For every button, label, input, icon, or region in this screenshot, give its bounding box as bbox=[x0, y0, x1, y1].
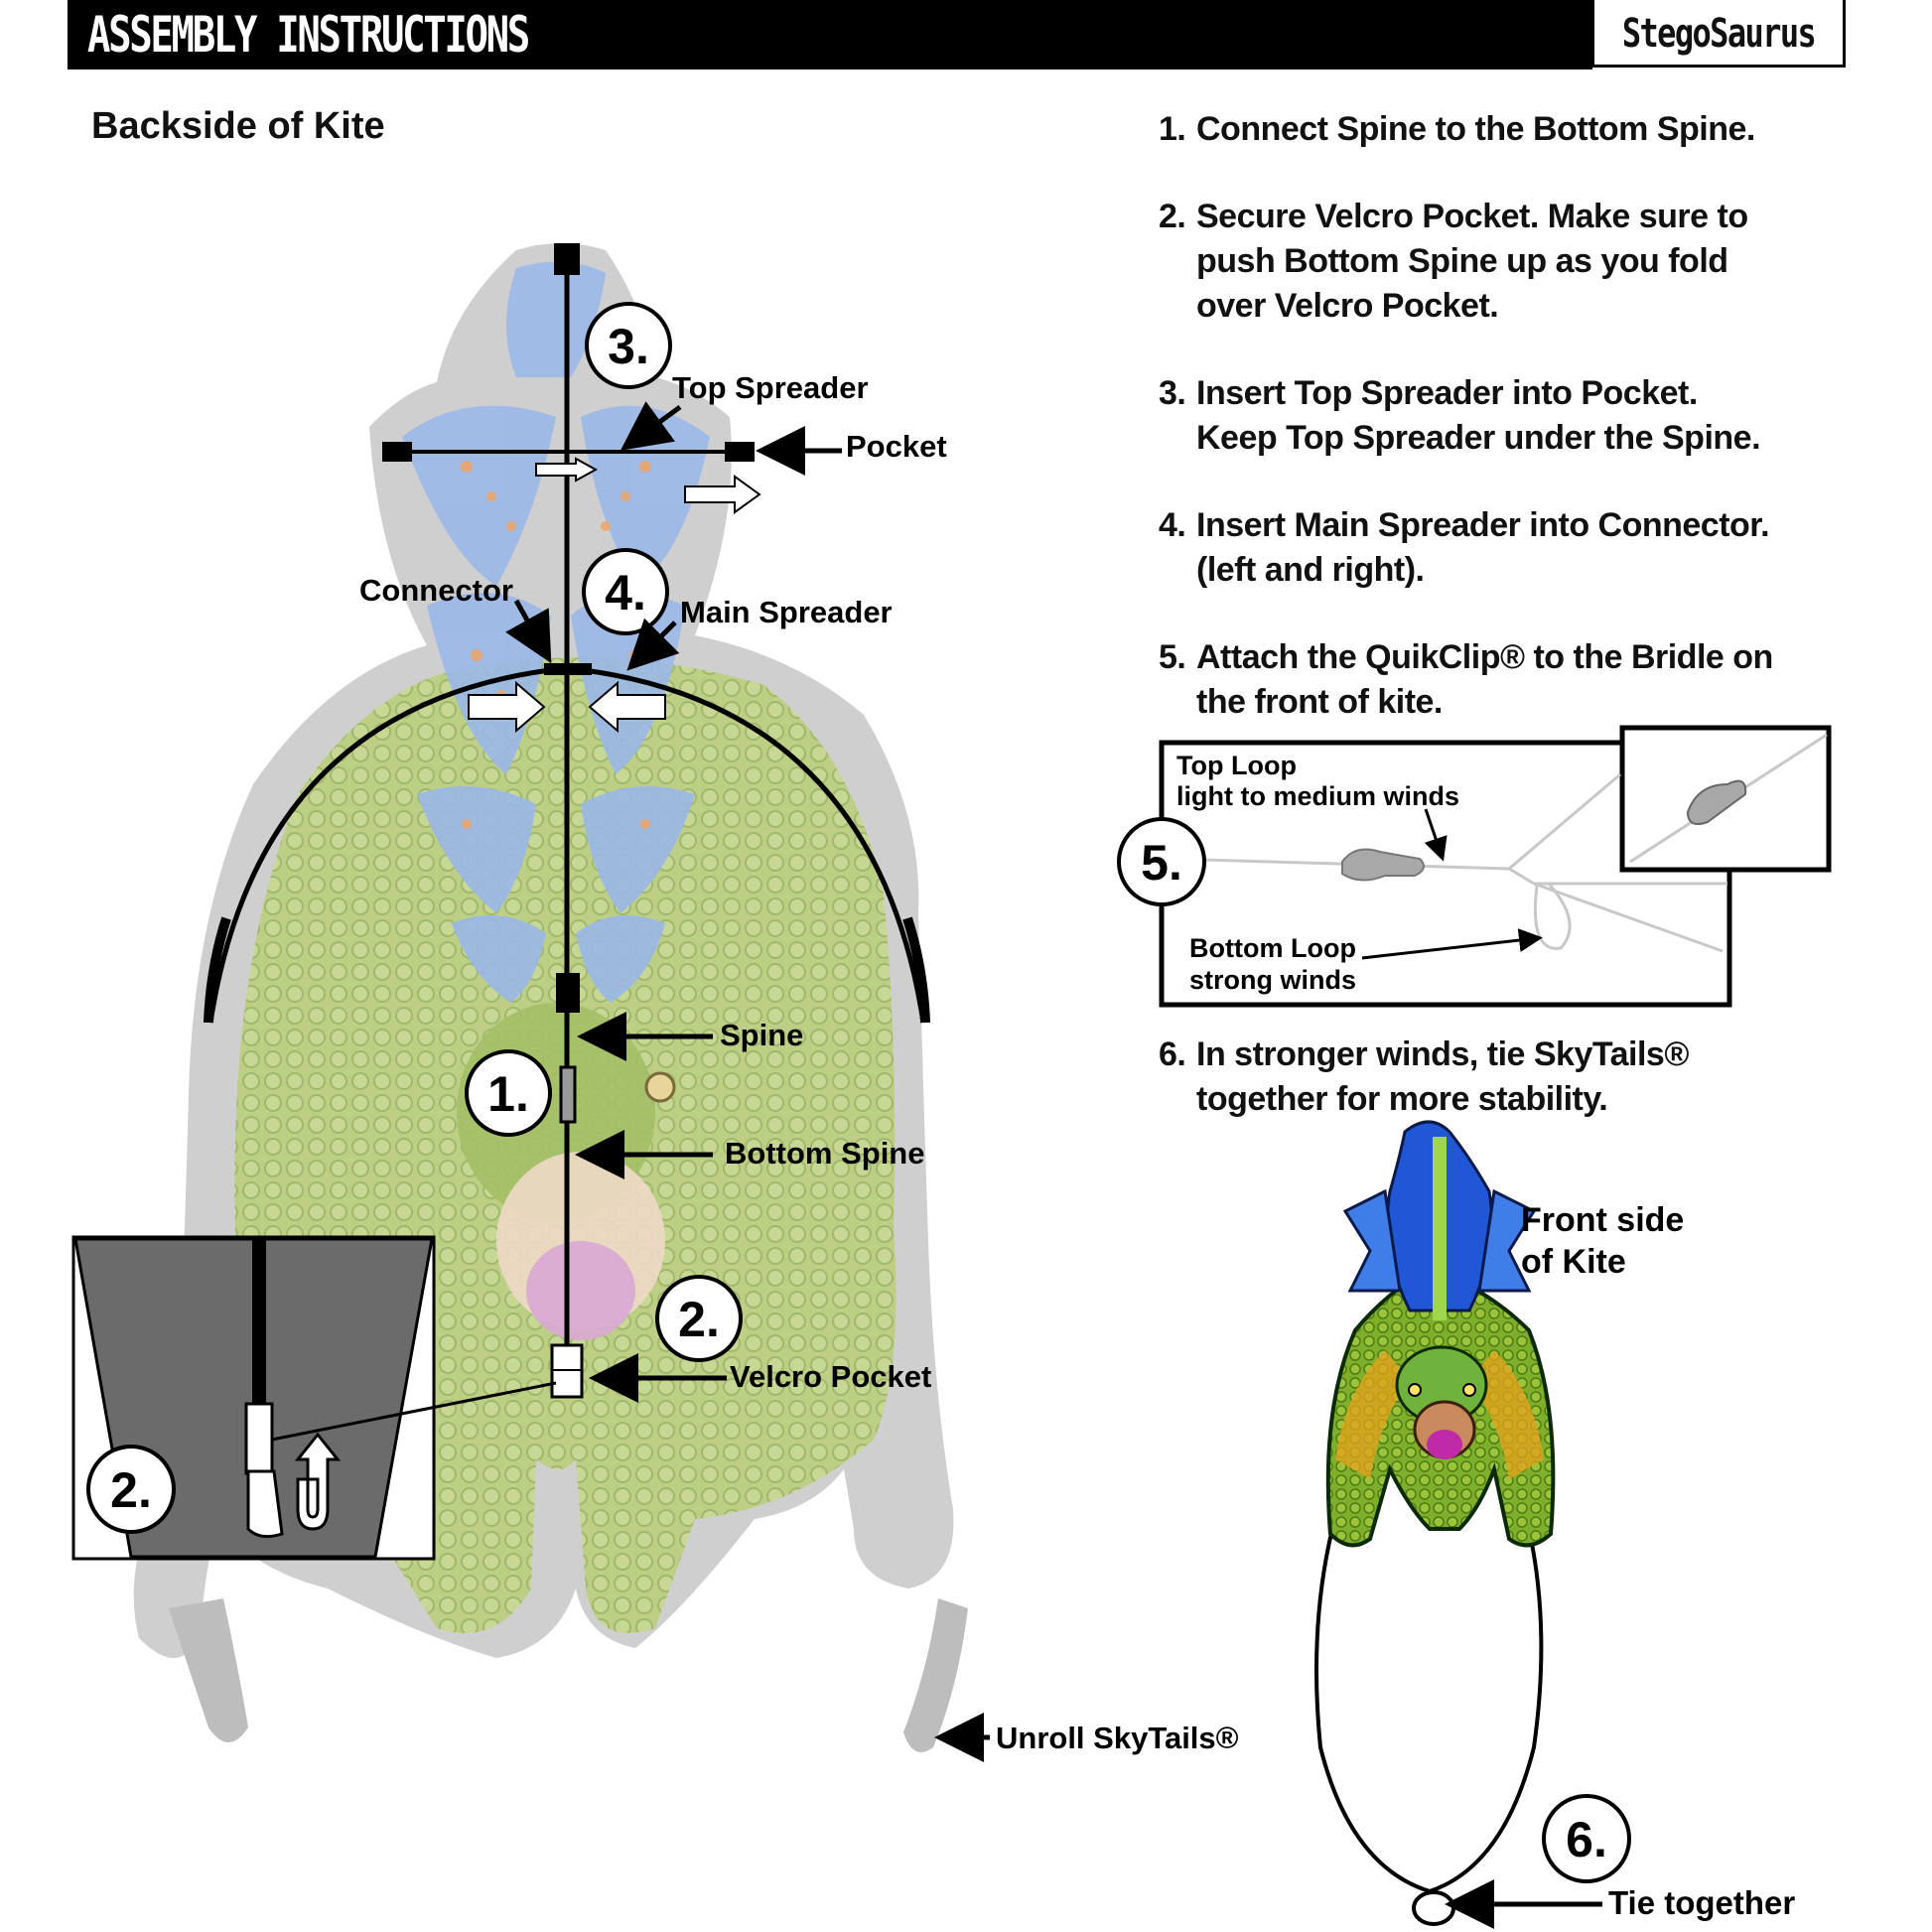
label-tie-together: Tie together bbox=[1608, 1884, 1796, 1921]
label-pocket: Pocket bbox=[846, 429, 947, 464]
label-main-spreader: Main Spreader bbox=[680, 595, 893, 629]
top-loop-label: Top Loop bbox=[1176, 751, 1297, 780]
svg-text:4.: 4. bbox=[605, 565, 646, 621]
svg-text:3.: 3. bbox=[608, 319, 649, 374]
front-skytails bbox=[1316, 1529, 1541, 1891]
svg-text:2.: 2. bbox=[110, 1462, 152, 1518]
spine-joint bbox=[556, 973, 580, 1013]
header-title: ASSEMBLY INSTRUCTIONS bbox=[87, 6, 528, 64]
bottom-loop-sublabel: strong winds bbox=[1189, 965, 1356, 995]
bottom-loop-label: Bottom Loop bbox=[1189, 933, 1356, 963]
label-velcro-pocket: Velcro Pocket bbox=[730, 1359, 932, 1394]
skytail-left bbox=[169, 1598, 248, 1742]
label-spine: Spine bbox=[720, 1018, 804, 1052]
label-unroll-skytails: Unroll SkyTails® bbox=[996, 1721, 1239, 1755]
svg-text:2.: 2. bbox=[678, 1292, 720, 1347]
label-bottom-spine: Bottom Spine bbox=[725, 1136, 925, 1171]
skytail-right bbox=[903, 1598, 968, 1752]
svg-text:6.: 6. bbox=[1566, 1812, 1607, 1867]
spine-top-cap bbox=[554, 243, 580, 275]
svg-text:1.: 1. bbox=[487, 1066, 529, 1122]
brand-name: StegoSaurus bbox=[1621, 11, 1816, 57]
front-side-label-1: Front side bbox=[1521, 1201, 1685, 1239]
svg-text:5.: 5. bbox=[1141, 835, 1182, 891]
badge-2 bbox=[657, 1277, 741, 1360]
bridle-diagram bbox=[1119, 728, 1829, 1005]
front-side-label-2: of Kite bbox=[1521, 1243, 1626, 1281]
badge-3 bbox=[587, 304, 670, 387]
ferrule bbox=[561, 1067, 575, 1122]
pocket-right bbox=[725, 442, 755, 462]
label-connector: Connector bbox=[359, 573, 513, 608]
top-loop-sublabel: light to medium winds bbox=[1176, 781, 1459, 811]
label-top-spreader: Top Spreader bbox=[672, 370, 869, 405]
badge-4 bbox=[584, 550, 667, 633]
badge-1 bbox=[467, 1051, 550, 1135]
backside-title: Backside of Kite bbox=[91, 105, 385, 147]
connector bbox=[544, 663, 592, 675]
kite-frontside bbox=[1316, 1122, 1795, 1924]
pocket-left bbox=[382, 442, 412, 462]
